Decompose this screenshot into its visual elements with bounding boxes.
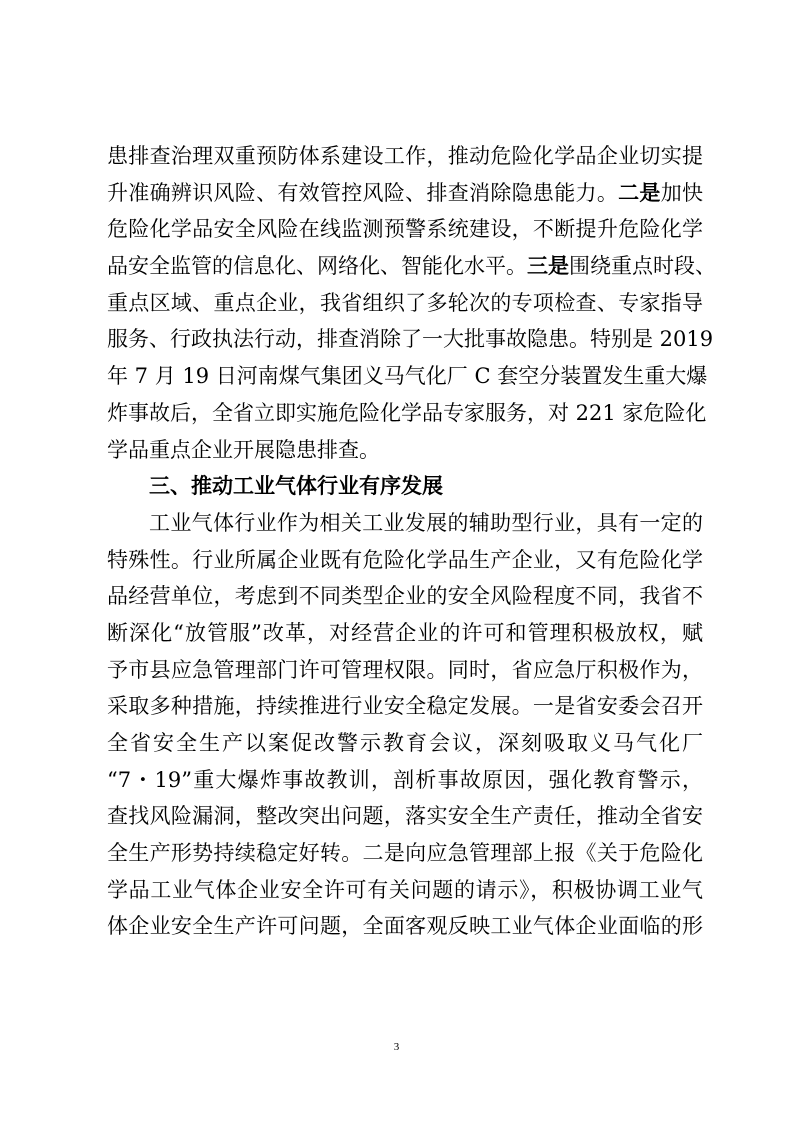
body-line: 患排查治理双重预防体系建设工作，推动危险化学品企业切实提: [107, 144, 703, 168]
body-text: 加快: [660, 180, 703, 205]
emphasis-third: 三是: [527, 254, 569, 279]
body-text: 围绕重点时段、: [569, 254, 716, 279]
section-line: 采取多种措施，持续推进行业安全稳定发展。一是省安委会召开: [107, 694, 703, 719]
section-line: 品经营单位，考虑到不同类型企业的安全风险程度不同，我省不: [107, 584, 703, 609]
body-line: [107, 248, 716, 285]
section-line: 查找风险漏洞，整改突出问题，落实安全生产责任，推动全省安: [107, 804, 703, 829]
section-line: 体企业安全生产许可问题，全面客观反映工业气体企业面临的形: [107, 914, 703, 939]
emphasis-second: 二是: [618, 180, 661, 205]
document-body: [107, 138, 716, 945]
section-line: 予市县应急管理部门许可管理权限。同时，省应急厅积极作为，: [107, 657, 703, 682]
section-line: 断深化“放管服”改革，对经营企业的许可和管理积极放权，赋: [107, 620, 703, 645]
section-heading: 三、推动工业气体行业有序发展: [149, 474, 443, 499]
body-line: 炸事故后，全省立即实施危险化学品专家服务，对 221 家危险化: [107, 400, 707, 425]
section-line: “7・19”重大爆炸事故教训，剖析事故原因，强化教育警示，: [107, 767, 703, 792]
body-line: 学品重点企业开展隐患排查。: [107, 437, 380, 462]
body-line: 危险化学品安全风险在线监测预警系统建设，不断提升危险化学: [107, 217, 703, 242]
body-line: [107, 175, 703, 212]
section-line: 全省安全生产以案促改警示教育会议，深刻吸取义马气化厂: [107, 731, 703, 755]
section-line: 学品工业气体企业安全许可有关问题的请示》，积极协调工业气: [107, 877, 703, 902]
body-line: 重点区域、重点企业，我省组织了多轮次的专项检查、专家指导: [107, 290, 703, 315]
body-text: 升准确辨识风险、有效管控风险、排查消除隐患能力。: [107, 180, 619, 205]
page-number: 3: [393, 1041, 400, 1053]
section-line: 工业气体行业作为相关工业发展的辅助型行业，具有一定的: [149, 510, 703, 535]
body-text: 品安全监管的信息化、网络化、智能化水平。: [107, 254, 527, 279]
body-line: 年 7 月 19 日河南煤气集团义马气化厂 C 套空分装置发生重大爆: [107, 364, 708, 389]
section-line: 特殊性。行业所属企业既有危险化学品生产企业，又有危险化学: [107, 547, 703, 572]
body-line: 服务、行政执法行动，排查消除了一大批事故隐患。特别是 2019: [107, 327, 714, 352]
section-line: 全生产形势持续稳定好转。二是向应急管理部上报《关于危险化: [107, 841, 703, 866]
